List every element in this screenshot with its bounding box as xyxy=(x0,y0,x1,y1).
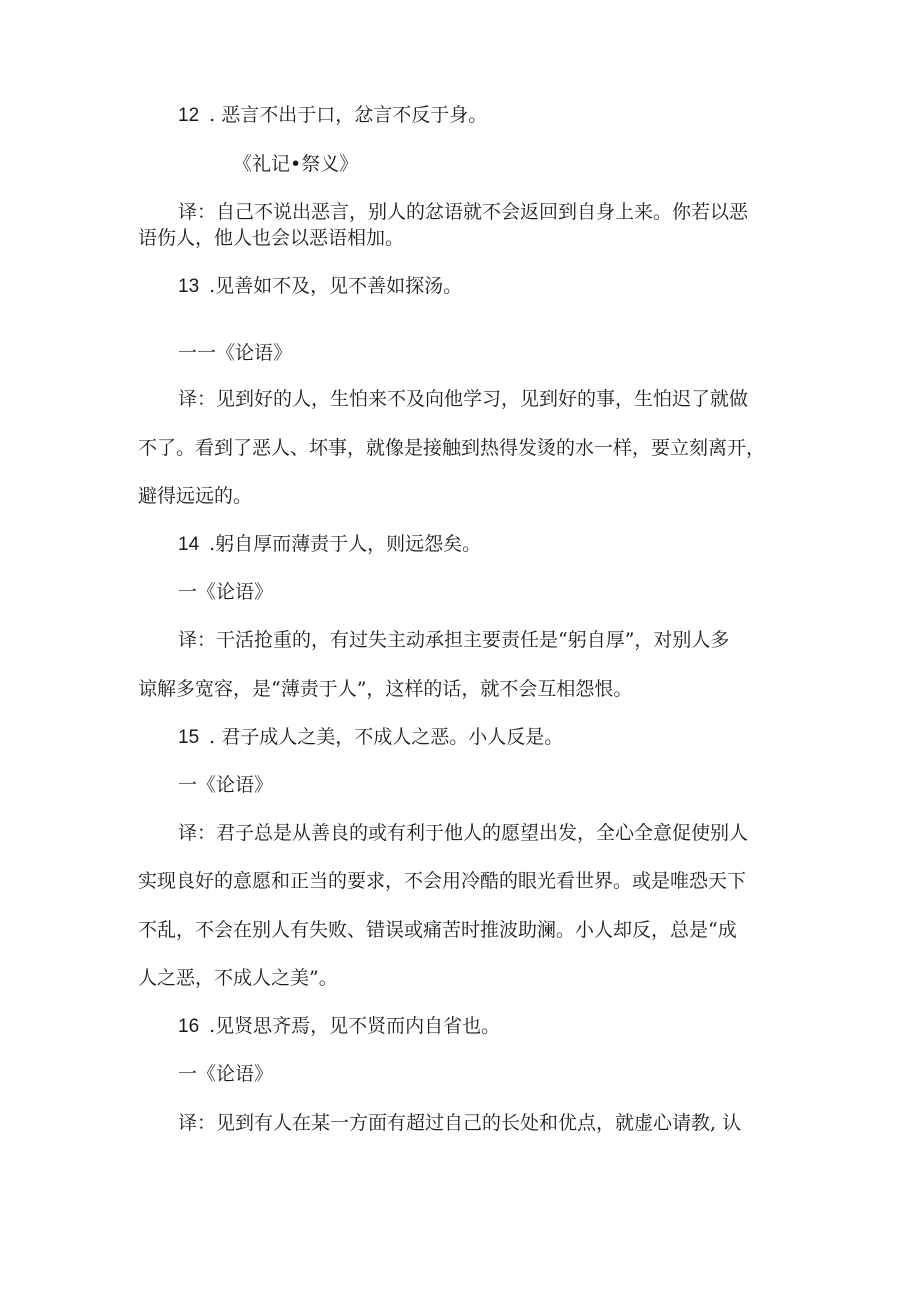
quote-text: .见善如不及，见不善如探汤。 xyxy=(209,275,463,297)
entry-source: 一《论语》 xyxy=(178,774,274,796)
entry-source: 一《论语》 xyxy=(178,581,274,603)
entry-quote xyxy=(178,532,481,557)
entry-quote xyxy=(178,725,563,750)
translation-line: 避得远远的。 xyxy=(138,485,253,507)
entry-source: 《礼记•祭义》 xyxy=(233,153,359,175)
translation-line: 译：见到有人在某一方面有超过自己的长处和优点，就虚心请教, 认 xyxy=(178,1112,742,1134)
translation-line: 不乱，不会在别人有失败、错误或痛苦时推波助澜。小人却反，总是“成 xyxy=(138,919,737,941)
entry-number: 15 xyxy=(178,727,200,748)
entry-quote xyxy=(178,103,487,128)
translation-line: 谅解多宽容，是“薄责于人”，这样的话，就不会互相怨恨。 xyxy=(138,678,633,700)
quote-text: .见贤思齐焉，见不贤而内自省也。 xyxy=(209,1015,501,1037)
quote-text: .躬自厚而薄责于人，则远怨矣。 xyxy=(209,533,482,555)
quote-text: . 恶言不出于口，忿言不反于身。 xyxy=(209,104,488,126)
translation-line: 人之恶，不成人之美”。 xyxy=(138,967,338,989)
entry-quote xyxy=(178,274,462,299)
translation-line: 译：见到好的人，生怕来不及向他学习，见到好的事，生怕迟了就做 xyxy=(178,388,749,410)
entry-number: 12 xyxy=(178,105,200,126)
entry-quote xyxy=(178,1014,500,1039)
translation-line: 语伤人，他人也会以恶语相加。 xyxy=(138,227,405,249)
quote-text: . 君子成人之美，不成人之恶。小人反是。 xyxy=(209,726,564,748)
translation-line: 译：自己不说出恶言，别人的忿语就不会返回到自身上来。你若以恶 xyxy=(178,201,749,223)
translation-line: 不了。看到了恶人、坏事，就像是接触到热得发烫的水一样，要立刻离开， xyxy=(138,437,766,459)
translation-line: 译：干活抢重的，有过失主动承担主要责任是“躬自厚”，对别人多 xyxy=(178,629,730,651)
entry-source: 一一《论语》 xyxy=(178,342,293,364)
translation-line: 实现良好的意愿和正当的要求，不会用冷酷的眼光看世界。或是唯恐天下 xyxy=(138,870,747,892)
entry-number: 13 xyxy=(178,276,200,297)
entry-source: 一《论语》 xyxy=(178,1063,274,1085)
entry-number: 14 xyxy=(178,534,200,555)
entry-number: 16 xyxy=(178,1016,200,1037)
translation-line: 译：君子总是从善良的或有利于他人的愿望出发，全心全意促使别人 xyxy=(178,822,749,844)
